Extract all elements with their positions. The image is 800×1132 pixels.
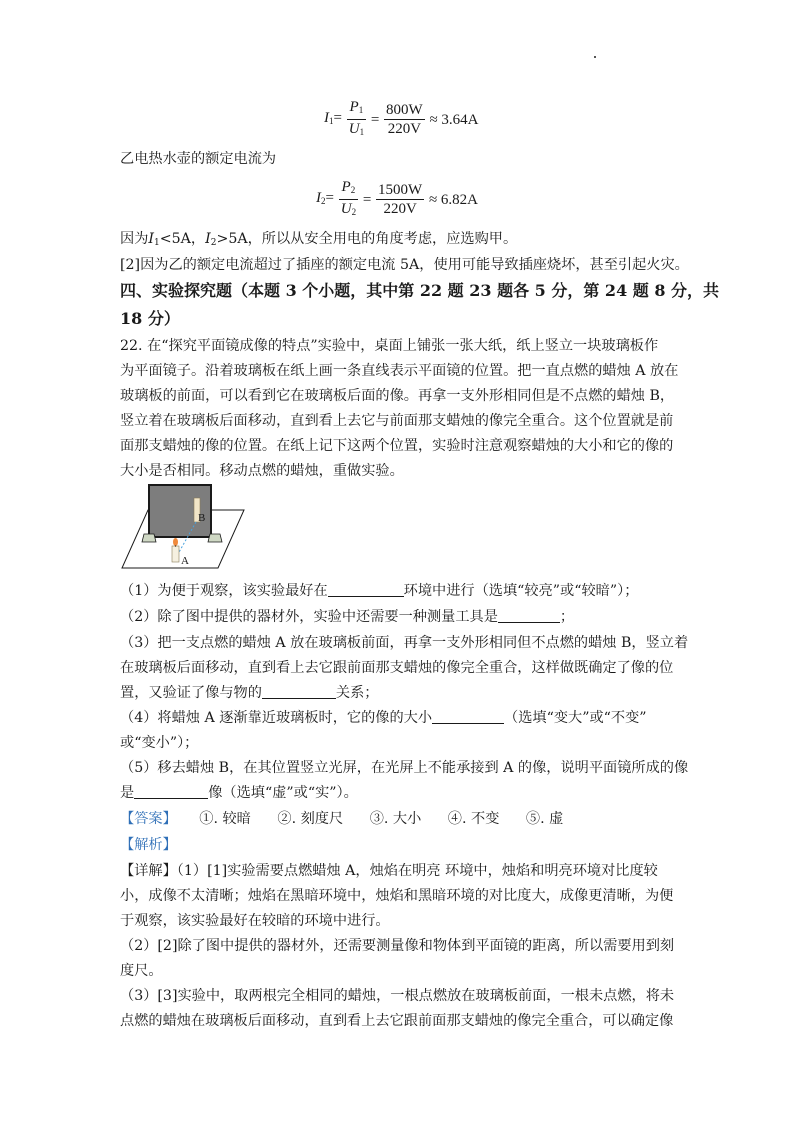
section-title-line-1: 四、实验探究题（本题 3 个小题，其中第 22 题 23 题各 5 分，第 24 题 8 分，共 (120, 281, 720, 300)
glass-plate (149, 485, 211, 537)
detail-line-6: （3）[3]实验中，取两根完全相同的蜡烛，一根点燃放在玻璃板前面，一根未点燃，将未 (120, 988, 675, 1004)
flame-a (173, 538, 178, 546)
subq-5-line-2: 是 像（选填“虚”或“实”）。 (120, 785, 358, 801)
right-stand (208, 534, 222, 542)
answer-1: ①. 较暗 (199, 811, 251, 827)
analysis-tag: 【解析】 (120, 837, 177, 853)
section-title-line-2: 18 分） (120, 309, 180, 328)
label-b: B (198, 512, 206, 524)
blank-2 (498, 609, 560, 623)
detail-line-3: 于观察，该实验最好在较暗的环境中进行。 (120, 913, 390, 929)
candle-a (172, 546, 179, 562)
detail-line-2: 小，成像不太清晰；烛焰在黑暗环境中，烛焰和黑暗环境的对比度大，成像更清晰，为便 (120, 888, 674, 904)
subq-4-line-2: 或“变小”）； (120, 735, 199, 751)
subq-3-line-3: 置，又验证了像与物的 关系； (120, 685, 379, 701)
subq-5-line-1: （5）移去蜡烛 B，在其位置竖立光屏，在光屏上不能承接到 A 的像，说明平面镜所成的像 (120, 760, 689, 776)
answer-2: ②. 刻度尺 (277, 811, 344, 827)
question-line-3: 玻璃板的前面，可以看到它在玻璃板后面的像。再拿一支外形相同但是不点燃的蜡烛 B， (120, 388, 675, 404)
answer-4: ④. 不变 (447, 811, 500, 827)
scan-dot (594, 56, 596, 58)
detail-line-4: （2）[2]除了图中提供的器材外，还需要测量像和物体到平面镜的距离，所以需要用到刻 (120, 938, 675, 954)
answer-3: ③. 大小 (369, 811, 422, 827)
blank-3 (262, 685, 336, 699)
detail-tag: 【详解】 (120, 863, 177, 879)
blank-4 (432, 710, 504, 724)
formula-current-2: $I_2=$ $\frac{P_2}{U_2}$ = $\frac{1500W}{220V}$ ≈ 6.82A (316, 179, 479, 217)
line-yi-current: 乙电热水壶的额定电流为 (120, 151, 277, 167)
question-line-4: 竖立着在玻璃板后面移动，直到看上去它与前面那支蜡烛的像完全重合。这个位置就是前 (120, 413, 674, 429)
question-line-1: 22. 在“探究平面镜成像的特点”实验中，桌面上铺张一张大纸，纸上竖立一块玻璃板作 (120, 338, 659, 354)
detail-line-7: 点燃的蜡烛在玻璃板后面移动，直到看上去它跟前面那支蜡烛的像完全重合，可以确定像 (120, 1013, 674, 1029)
mirror-experiment-figure (118, 482, 250, 578)
subq-3-line-2: 在玻璃板后面移动，直到看上去它跟前面那支蜡烛的像完全重合，这样做既确定了像的位 (120, 660, 674, 676)
left-stand (142, 534, 156, 542)
subq-1: （1）为便于观察，该实验最好在 环境中进行（选填“较亮”或“较暗”）； (120, 583, 639, 599)
answer-line (120, 810, 563, 828)
label-a: A (181, 555, 189, 567)
subq-2: （2）除了图中提供的器材外，实验中还需要一种测量工具是 ； (120, 609, 575, 625)
answer-tag: 【答案】 (120, 811, 177, 827)
answer-5: ⑤. 虚 (525, 811, 564, 827)
formula-current-1: $I_1=$ $\frac{P_1}{U_1}$ = $\frac{800W}{220V}$ ≈ 3.64A (324, 99, 479, 137)
note-2: [2]因为乙的额定电流超过了插座的额定电流 5A，使用可能导致插座烧坏，甚至引起火灾。 (120, 257, 689, 273)
blank-1 (328, 583, 404, 597)
question-line-2: 为平面镜子。沿着玻璃板在纸上画一条直线表示平面镜的位置。把一直点燃的蜡烛 A 放在 (120, 363, 679, 379)
subq-3-line-1: （3）把一支点燃的蜡烛 A 放在玻璃板前面，再拿一支外形相同但不点燃的蜡烛 B，竖立着 (120, 635, 689, 651)
detail-line-1: 【详解】（1）[1]实验需要点燃蜡烛 A，烛焰在明亮 环境中，烛焰和明亮环境对比度较 (120, 863, 658, 879)
reason-line: 因为$I_1<5A$，$I_2>5A$，所以从安全用电的角度考虑，应选购甲。 (120, 231, 518, 248)
blank-5 (134, 785, 208, 799)
question-line-5: 面那支蜡烛的像的位置。在纸上记下这两个位置，实验时注意观察蜡烛的大小和它的像的 (120, 438, 674, 454)
question-line-6: 大小是否相同。移动点燃的蜡烛，重做实验。 (120, 463, 404, 479)
detail-line-5: 度尺。 (120, 963, 163, 979)
subq-4-line-1: （4）将蜡烛 A 逐渐靠近玻璃板时，它的像的大小 （选填“变大”或“不变” (120, 710, 647, 726)
